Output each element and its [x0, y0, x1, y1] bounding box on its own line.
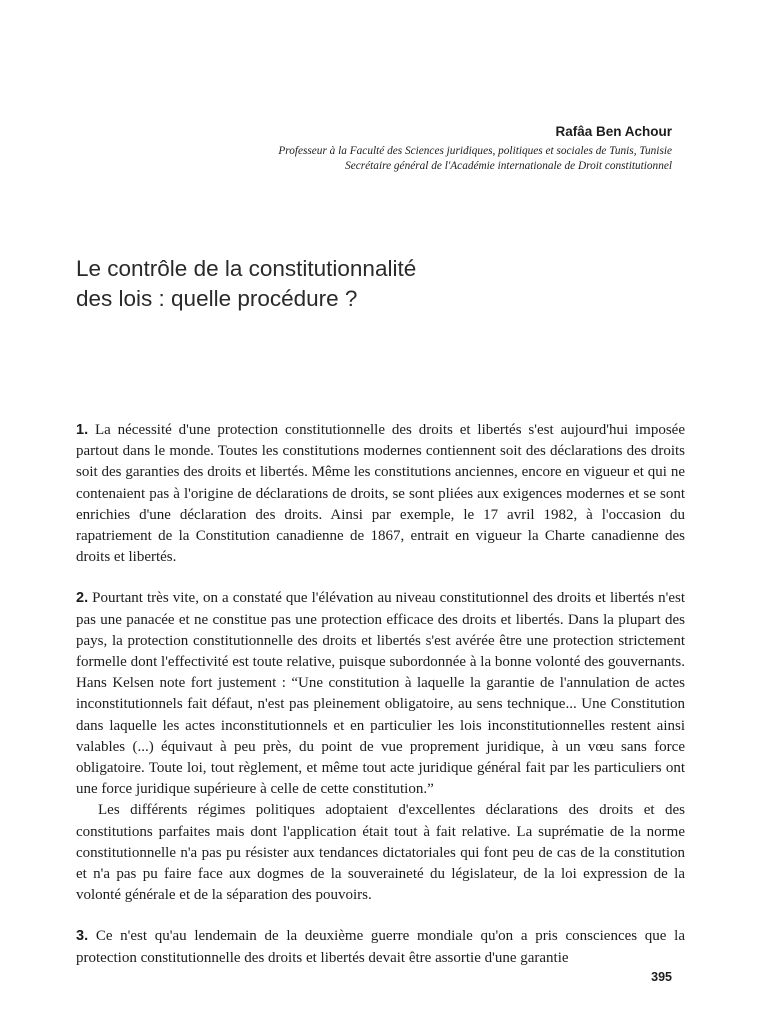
paragraph-text: La nécessité d'une protection constitutionnelle des droits et libertés s'est aujourd'hui imposée partout dans le monde. Toutes les constitutions modernes contiennent soit des déclarations des droits soit des garanties des droits et libertés. Même les constitutions anciennes, encore en vigueur et qui ne contenaient pas à l'origine de déclarations de droits, se sont pliées aux exigences modernes et se sont enrichies d'une déclaration des droits. Ainsi par exemple, le 17 avril 1982, à l'occasion du rapatriement de la Constitution canadienne de 1867, entrait en vigueur la Charte canadienne des droits et libertés.	[76, 422, 685, 566]
paragraph-2	[76, 588, 685, 800]
author-affiliation-2: Secrétaire général de l'Académie internationale de Droit constitutionnel	[345, 160, 672, 172]
paragraph-1	[76, 420, 685, 568]
page-number: 395	[651, 970, 672, 984]
author-name: Rafâa Ben Achour	[555, 124, 672, 139]
paragraph-text: Pourtant très vite, on a constaté que l'élévation au niveau constitutionnel des droits et libertés n'est pas une panacée et ne constitue pas une protection efficace des droits et libertés. Dans la plupart des pays, la protection constitutionnelle des droits et libertés s'est avérée être une protection strictement formelle dont l'effectivité est toute relative, puisque subordonnée à la bonne volonté des gouvernants. Hans Kelsen note fort justement : “Une constitution à laquelle la garantie de l'annulation de actes inconstitutionnels fait défaut, n'est pas pleinement obligatoire, au sens technique... Une Constitution dans laquelle les actes inconstitutionnels et en particulier les lois inconstitutionnelles restent ainsi valables (...) équivaut à peu près, du point de vue proprement juridique, à un vœu sans force obligatoire. Toute loi, tout règlement, et même tout acte juridique général fait par les particuliers ont une force juridique supérieure à celle de cette constitution.”	[76, 590, 686, 798]
paragraph-2-continued	[76, 800, 685, 906]
paragraph-text: Les différents régimes politiques adoptaient d'excellentes déclarations des droits et des constitutions parfaites mais dont l'application était tout à fait relative. La suprématie de la norme constitutionnelle n'a pas pu résister aux tendances dictatoriales qui font peu de cas de la constitution et n'a pas pu faire face aux dogmes de la souveraineté du législateur, de la loi expression de la volonté générale et de la séparation des pouvoirs.	[76, 802, 685, 904]
paragraph-3	[76, 926, 685, 968]
paragraph-number: 1.	[76, 422, 89, 438]
article-title-line-1: Le contrôle de la constitutionnalité	[76, 256, 417, 281]
paragraph-number: 3.	[76, 928, 89, 945]
article-title-line-2: des lois : quelle procédure ?	[76, 286, 358, 311]
article-title	[76, 254, 416, 314]
paragraph-number: 2.	[76, 590, 89, 607]
author-block	[278, 124, 672, 174]
author-affiliation-1: Professeur à la Faculté des Sciences juridiques, politiques et sociales de Tunis, Tunisie	[278, 145, 672, 157]
paragraph-text: Ce n'est qu'au lendemain de la deuxième guerre mondiale qu'on a pris consciences que la protection constitutionnelle des droits et libertés devait être assortie d'une garantie	[76, 928, 685, 966]
article-body	[76, 420, 685, 969]
